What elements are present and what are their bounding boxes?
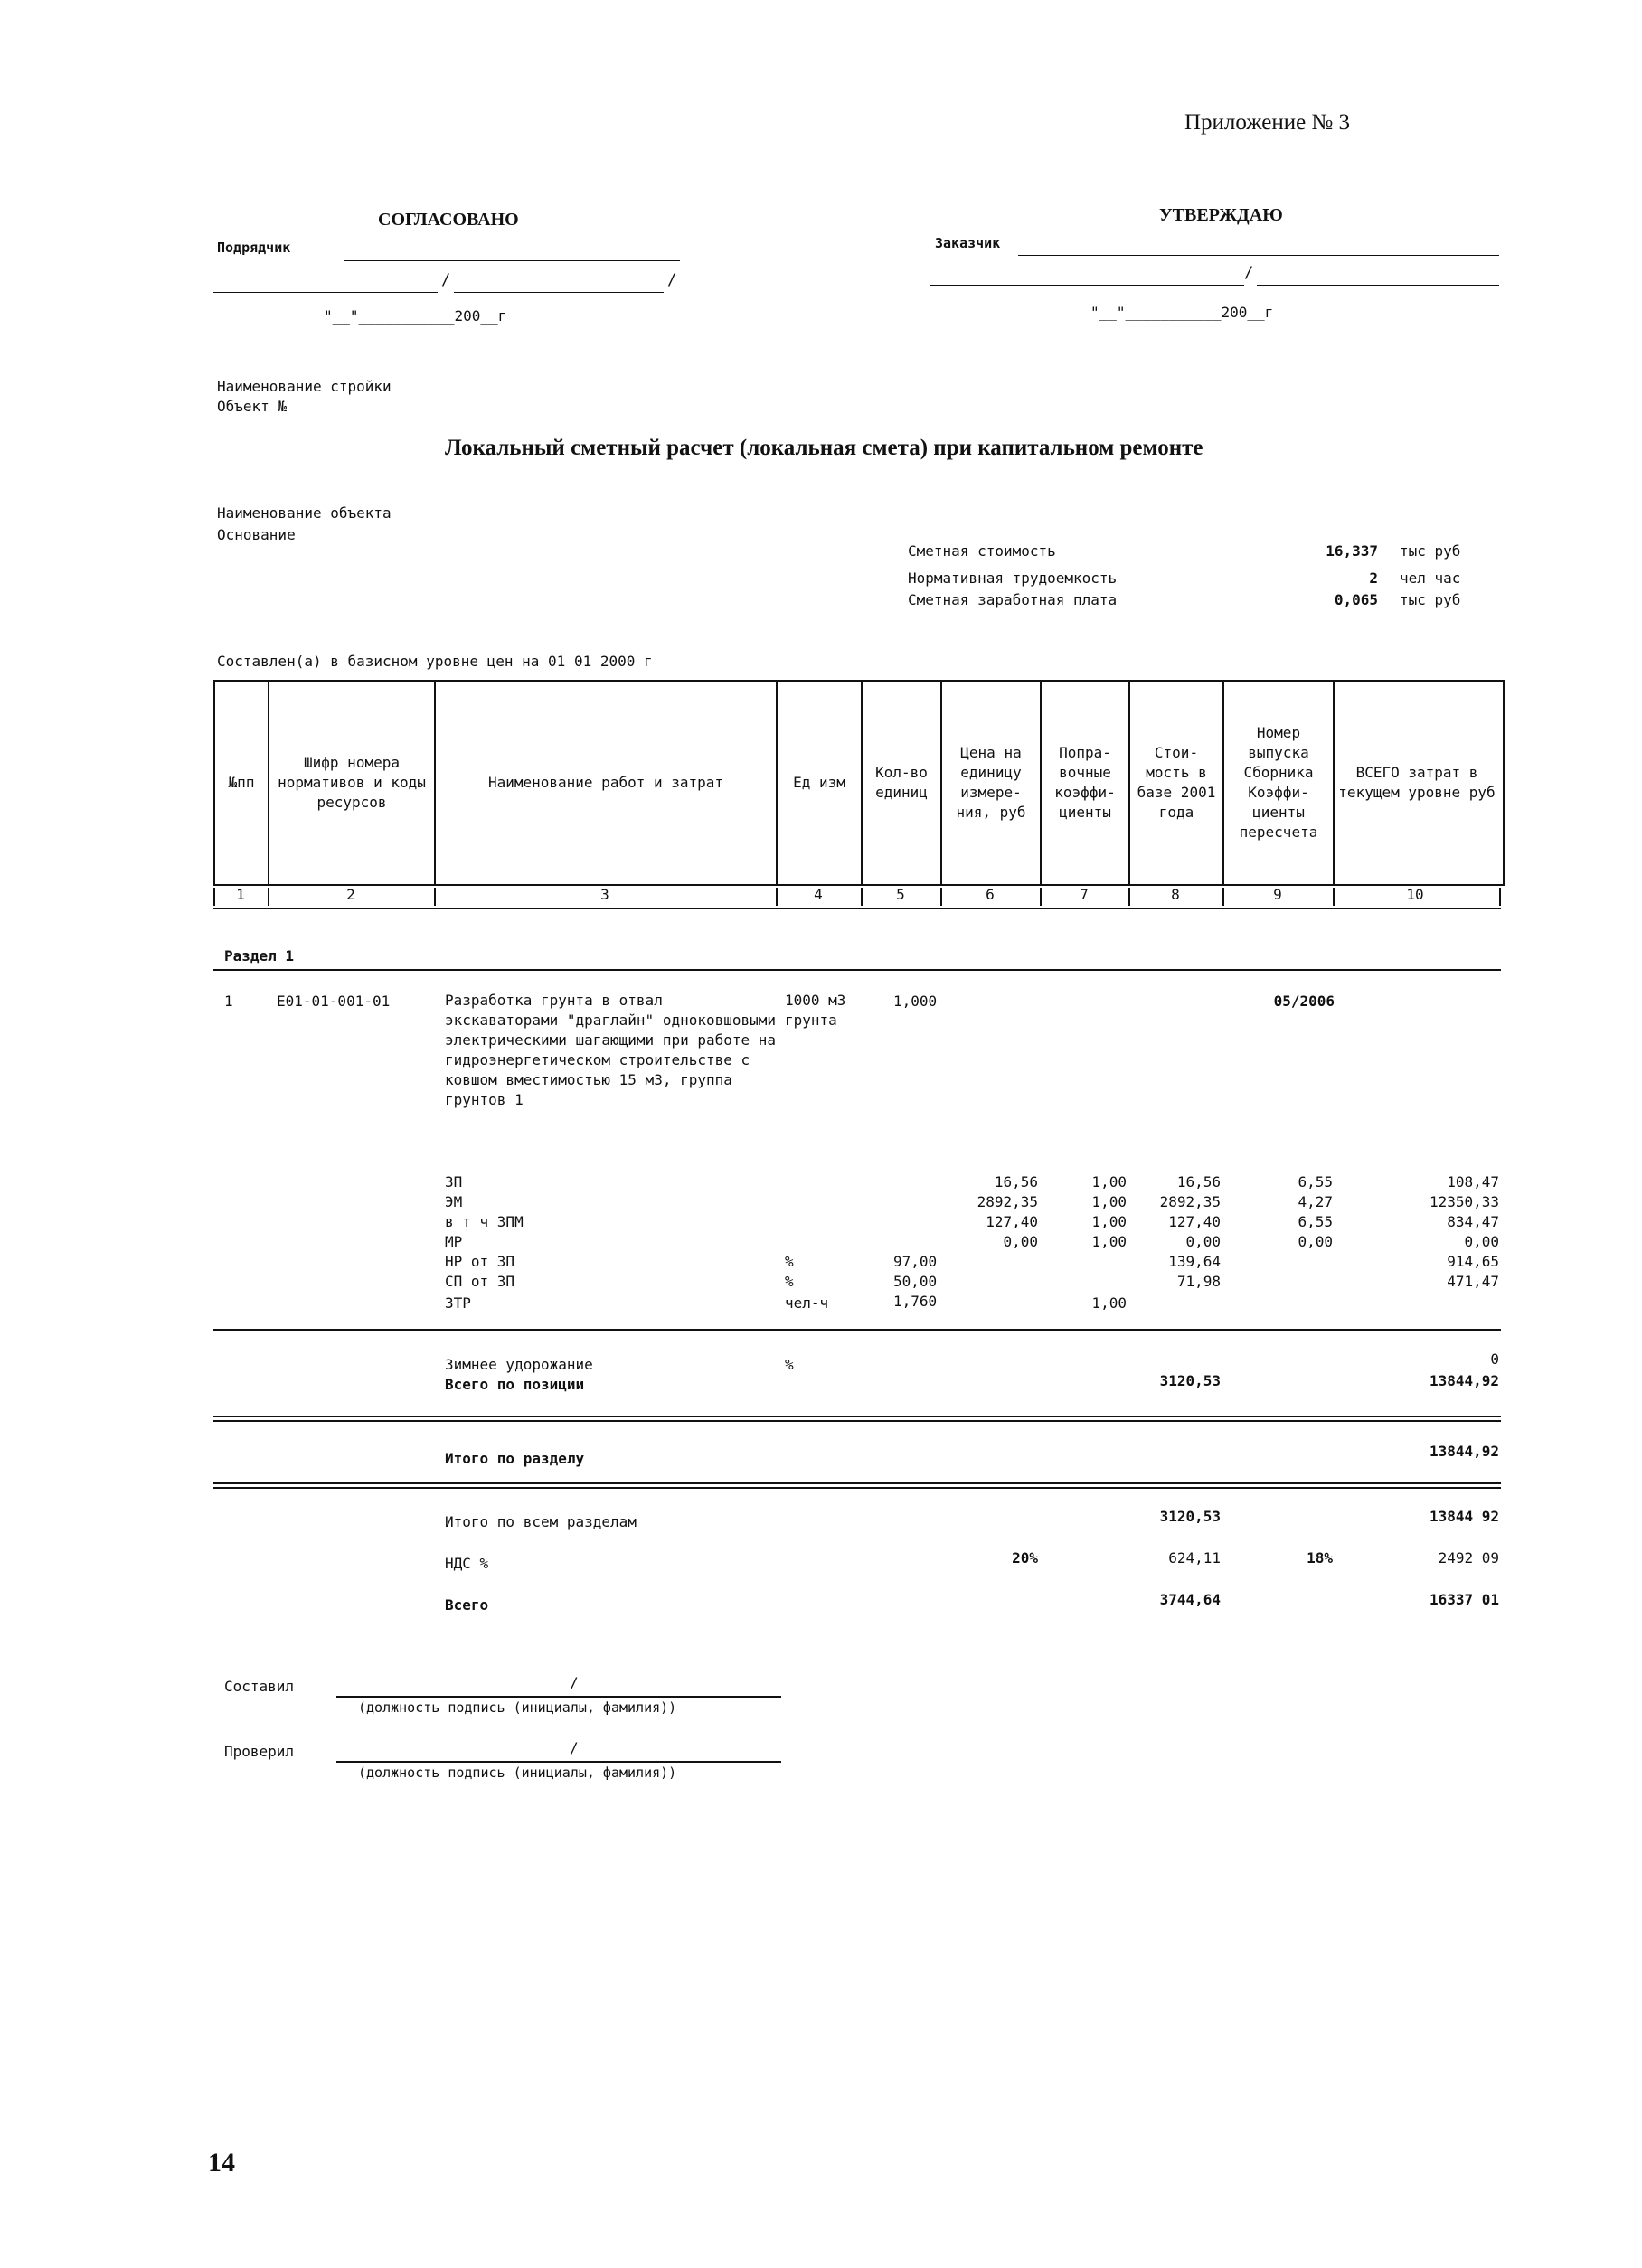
row-price: 0,00 xyxy=(1003,1233,1038,1250)
row-base: 16,56 xyxy=(1176,1173,1221,1190)
item-name: Разработка грунта в отвал экскаваторами "драглайн" одноковшовыми электрическими шагающими при работе на гидроэнергетическом строительстве с ковшом вместимостью 15 м3, группа грунтов 1 xyxy=(445,992,777,1108)
row-k: 6,55 xyxy=(1298,1213,1333,1230)
summary-value: 0,065 xyxy=(1334,591,1378,608)
contractor-date: "__"___________200__г xyxy=(324,307,507,325)
grand-total-label: Всего xyxy=(445,1596,489,1614)
summary-label: Сметная стоимость xyxy=(908,542,1056,560)
compiled-by-label: Составил xyxy=(224,1678,295,1695)
section-double-line xyxy=(213,1482,1501,1489)
contractor-slash: / xyxy=(441,271,451,289)
row-unit: % xyxy=(785,1273,794,1290)
col-header-qty: Кол-во единиц xyxy=(863,682,942,884)
contractor-signature-line xyxy=(454,292,664,293)
section-total-label: Итого по разделу xyxy=(445,1450,585,1467)
customer-line xyxy=(1018,255,1499,256)
row-total: 834,47 xyxy=(1447,1213,1499,1230)
row-base: 127,40 xyxy=(1168,1213,1221,1230)
row-base: 2892,35 xyxy=(1159,1193,1221,1210)
row-coef: 1,00 xyxy=(1091,1213,1127,1230)
row-total: 914,65 xyxy=(1447,1253,1499,1270)
position-total-value: 13844,92 xyxy=(1429,1372,1499,1389)
row-name: СП от ЗП xyxy=(445,1273,515,1290)
customer-date: "__"___________200__г xyxy=(1090,304,1274,321)
approve-title: УТВЕРЖДАЮ xyxy=(1159,205,1283,225)
summary-value: 2 xyxy=(1369,569,1378,587)
item-catalog: 05/2006 xyxy=(1273,993,1335,1010)
row-k: 4,27 xyxy=(1298,1193,1333,1210)
winter-total: 0 xyxy=(1490,1350,1499,1368)
customer-signature-line xyxy=(1257,285,1499,286)
vat-base: 624,11 xyxy=(1168,1549,1221,1567)
table-header xyxy=(213,680,1505,886)
row-price: 2892,35 xyxy=(977,1193,1038,1210)
construction-name-label: Наименование стройки xyxy=(217,378,392,395)
col-number-underline xyxy=(213,908,1501,909)
position-double-line xyxy=(213,1416,1501,1422)
row-total: 12350,33 xyxy=(1429,1193,1499,1210)
item-unit: 1000 м3 грунта xyxy=(785,992,846,1029)
checked-by-line xyxy=(336,1761,781,1763)
col-header-number: №пп xyxy=(215,682,269,884)
row-total: 471,47 xyxy=(1447,1273,1499,1290)
row-qty: 1,760 xyxy=(893,1293,938,1310)
col-header-code: Шифр номера нормативов и коды ресурсов xyxy=(269,682,436,884)
object-number-label: Объект № xyxy=(217,398,288,415)
position-total-base: 3120,53 xyxy=(1159,1372,1221,1389)
col-number: 7 xyxy=(1080,886,1089,903)
summary-label: Сметная заработная плата xyxy=(908,591,1118,608)
row-name: ЗТР xyxy=(445,1294,471,1312)
row-base: 0,00 xyxy=(1185,1233,1221,1250)
checked-by-slash: / xyxy=(570,1739,579,1756)
col-number: 5 xyxy=(896,886,905,903)
col-header-coef: Попра-вочные коэффи-циенты xyxy=(1042,682,1130,884)
row-base: 139,64 xyxy=(1168,1253,1221,1270)
col-number: 9 xyxy=(1273,886,1282,903)
col-number: 8 xyxy=(1171,886,1180,903)
section-line xyxy=(213,969,1501,971)
rows-separator xyxy=(213,1329,1501,1331)
basis-label: Основание xyxy=(217,526,296,543)
compiled-by-hint: (должность подпись (инициалы, фамилия)) xyxy=(358,1699,677,1716)
row-unit: % xyxy=(785,1253,794,1270)
summary-unit: тыс руб xyxy=(1400,591,1461,608)
item-code: Е01-01-001-01 xyxy=(277,993,391,1010)
col-number: 10 xyxy=(1406,886,1424,903)
col-number: 4 xyxy=(814,886,823,903)
col-number: 3 xyxy=(600,886,609,903)
row-coef: 1,00 xyxy=(1091,1193,1127,1210)
col-header-catalog: Номер выпуска Сборника Коэффи-циенты пересчета xyxy=(1224,682,1335,884)
row-name: НР от ЗП xyxy=(445,1253,515,1270)
item-qty: 1,000 xyxy=(893,993,938,1010)
row-price: 127,40 xyxy=(986,1213,1038,1230)
item-number: 1 xyxy=(224,993,233,1010)
row-k: 0,00 xyxy=(1298,1233,1333,1250)
contractor-label: Подрядчик xyxy=(217,240,291,256)
col-number: 2 xyxy=(346,886,355,903)
document-title: Локальный сметный расчет (локальная смета) при капитальном ремонте xyxy=(445,436,1203,460)
contractor-line xyxy=(344,260,680,261)
summary-value: 16,337 xyxy=(1326,542,1378,560)
section-title: Раздел 1 xyxy=(224,947,295,965)
vat-rate-current: 18% xyxy=(1307,1549,1333,1567)
row-qty: 50,00 xyxy=(893,1273,938,1290)
row-name: в т ч ЗПМ xyxy=(445,1213,524,1230)
row-unit: чел-ч xyxy=(785,1294,829,1312)
row-qty: 97,00 xyxy=(893,1253,938,1270)
summary-unit: чел час xyxy=(1400,569,1461,587)
row-k: 6,55 xyxy=(1298,1173,1333,1190)
summary-label: Нормативная трудоемкость xyxy=(908,569,1118,587)
appendix-label: Приложение № 3 xyxy=(1184,110,1351,135)
column-numbers xyxy=(213,886,1501,908)
checked-by-label: Проверил xyxy=(224,1743,295,1760)
grand-total-value: 16337 01 xyxy=(1429,1591,1499,1608)
col-header-base-cost: Стои-мость в базе 2001 года xyxy=(1130,682,1224,884)
contractor-slash-end: / xyxy=(667,271,677,289)
col-header-name: Наименование работ и затрат xyxy=(436,682,778,884)
position-total-label: Всего по позиции xyxy=(445,1376,585,1393)
row-total: 108,47 xyxy=(1447,1173,1499,1190)
all-sections-total: 13844 92 xyxy=(1429,1508,1499,1525)
row-base: 71,98 xyxy=(1176,1273,1221,1290)
compiled-by-line xyxy=(336,1696,781,1698)
row-name: ЭМ xyxy=(445,1193,463,1210)
checked-by-hint: (должность подпись (инициалы, фамилия)) xyxy=(358,1765,677,1781)
section-total-value: 13844,92 xyxy=(1429,1443,1499,1460)
row-coef: 1,00 xyxy=(1091,1173,1127,1190)
contractor-name-line xyxy=(213,292,438,293)
col-number: 6 xyxy=(986,886,995,903)
page-number: 14 xyxy=(208,2148,235,2178)
compiled-by-slash: / xyxy=(570,1674,579,1691)
vat-total: 2492 09 xyxy=(1438,1549,1499,1567)
row-name: ЗП xyxy=(445,1173,463,1190)
all-sections-label: Итого по всем разделам xyxy=(445,1513,637,1530)
col-header-total: ВСЕГО затрат в текущем уровне руб xyxy=(1338,764,1496,801)
row-total: 0,00 xyxy=(1464,1233,1499,1250)
grand-total-base: 3744,64 xyxy=(1159,1591,1221,1608)
all-sections-base: 3120,53 xyxy=(1159,1508,1221,1525)
row-coef: 1,00 xyxy=(1091,1233,1127,1250)
winter-unit: % xyxy=(785,1356,794,1373)
customer-slash: / xyxy=(1244,264,1254,282)
row-name: МР xyxy=(445,1233,463,1250)
customer-name-line xyxy=(930,285,1244,286)
agreed-title: СОГЛАСОВАНО xyxy=(378,210,519,230)
vat-rate-base: 20% xyxy=(1012,1549,1038,1567)
compiled-note: Составлен(а) в базисном уровне цен на 01 01 2000 г xyxy=(217,653,653,670)
col-header-unit: Ед изм xyxy=(778,682,863,884)
winter-label: Зимнее удорожание xyxy=(445,1356,593,1373)
vat-label: НДС % xyxy=(445,1555,489,1572)
object-name-label: Наименование объекта xyxy=(217,504,392,522)
row-price: 16,56 xyxy=(994,1173,1038,1190)
row-coef: 1,00 xyxy=(1091,1294,1127,1312)
customer-label: Заказчик xyxy=(935,235,1001,251)
col-number: 1 xyxy=(236,886,245,903)
summary-unit: тыс руб xyxy=(1400,542,1461,560)
col-header-price: Цена на единицу измере-ния, руб xyxy=(942,682,1042,884)
